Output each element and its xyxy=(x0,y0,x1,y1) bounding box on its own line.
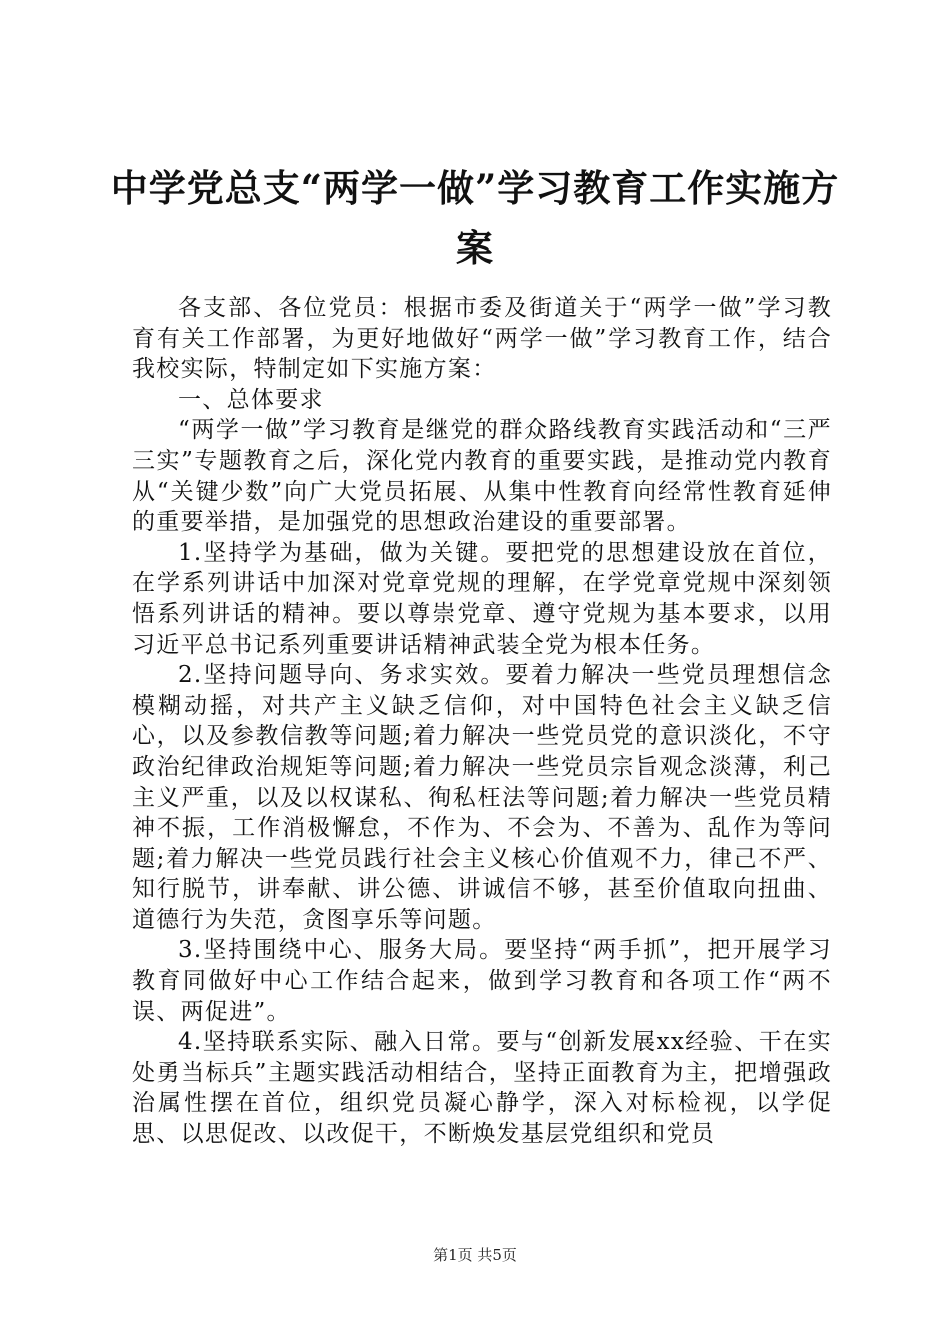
paragraph-item-3: 3.坚持围绕中心、服务大局。要坚持“两手抓”，把开展学习教育同做好中心工作结合起来，做到学习教育和各项工作“两不误、两促进”。 xyxy=(132,937,832,1025)
document-title: 中学党总支“两学一做”学习教育工作实施方案 xyxy=(110,166,840,270)
paragraph-intro: 各支部、各位党员：根据市委及街道关于“两学一做”学习教育有关工作部署，为更好地做好“两学一做”学习教育工作，结合我校实际，特制定如下实施方案： xyxy=(132,295,832,383)
paragraph-item-4: 4.坚持联系实际、融入日常。要与“创新发展xx经验、干在实处勇当标兵”主题实践活动相结合，坚持正面教育为主，把增强政治属性摆在首位，组织党员凝心静学，深入对标检视，以学促思、以思促改、以改促干，不断焕发基层党组织和党员 xyxy=(132,1029,832,1148)
section-heading-general-requirements: 一、总体要求 xyxy=(178,386,324,413)
document-body xyxy=(132,293,832,1150)
page-footer: 第1页 共5页 xyxy=(433,1246,517,1264)
paragraph-item-1: 1.坚持学为基础，做为关键。要把党的思想建设放在首位，在学系列讲话中加深对党章党规的理解，在学党章党规中深刻领悟系列讲话的精神。要以尊崇党章、遵守党规为基本要求，以用习近平总书记系列重要讲话精神武装全党为根本任务。 xyxy=(132,539,832,658)
paragraph-overview: “两学一做”学习教育是继党的群众路线教育实践活动和“三严三实”专题教育之后，深化党内教育的重要实践，是推动党内教育从“关键少数”向广大党员拓展、从集中性教育向经常性教育延伸的重要举措，是加强党的思想政治建设的重要部署。 xyxy=(132,417,832,536)
paragraph-item-2: 2.坚持问题导向、务求实效。要着力解决一些党员理想信念模糊动摇，对共产主义缺乏信仰，对中国特色社会主义缺乏信心，以及参教信教等问题;着力解决一些党员党的意识淡化，不守政治纪律政治规矩等问题;着力解决一些党员宗旨观念淡薄，利己主义严重，以及以权谋私、徇私枉法等问题;着力解决一些党员精神不振，工作消极懈怠，不作为、不会为、不善为、乱作为等问题;着力解决一些党员践行社会主义核心价值观不力，律己不严、知行脱节，讲奉献、讲公德、讲诚信不够，甚至价值取向扭曲、道德行为失范，贪图享乐等问题。 xyxy=(132,662,832,933)
